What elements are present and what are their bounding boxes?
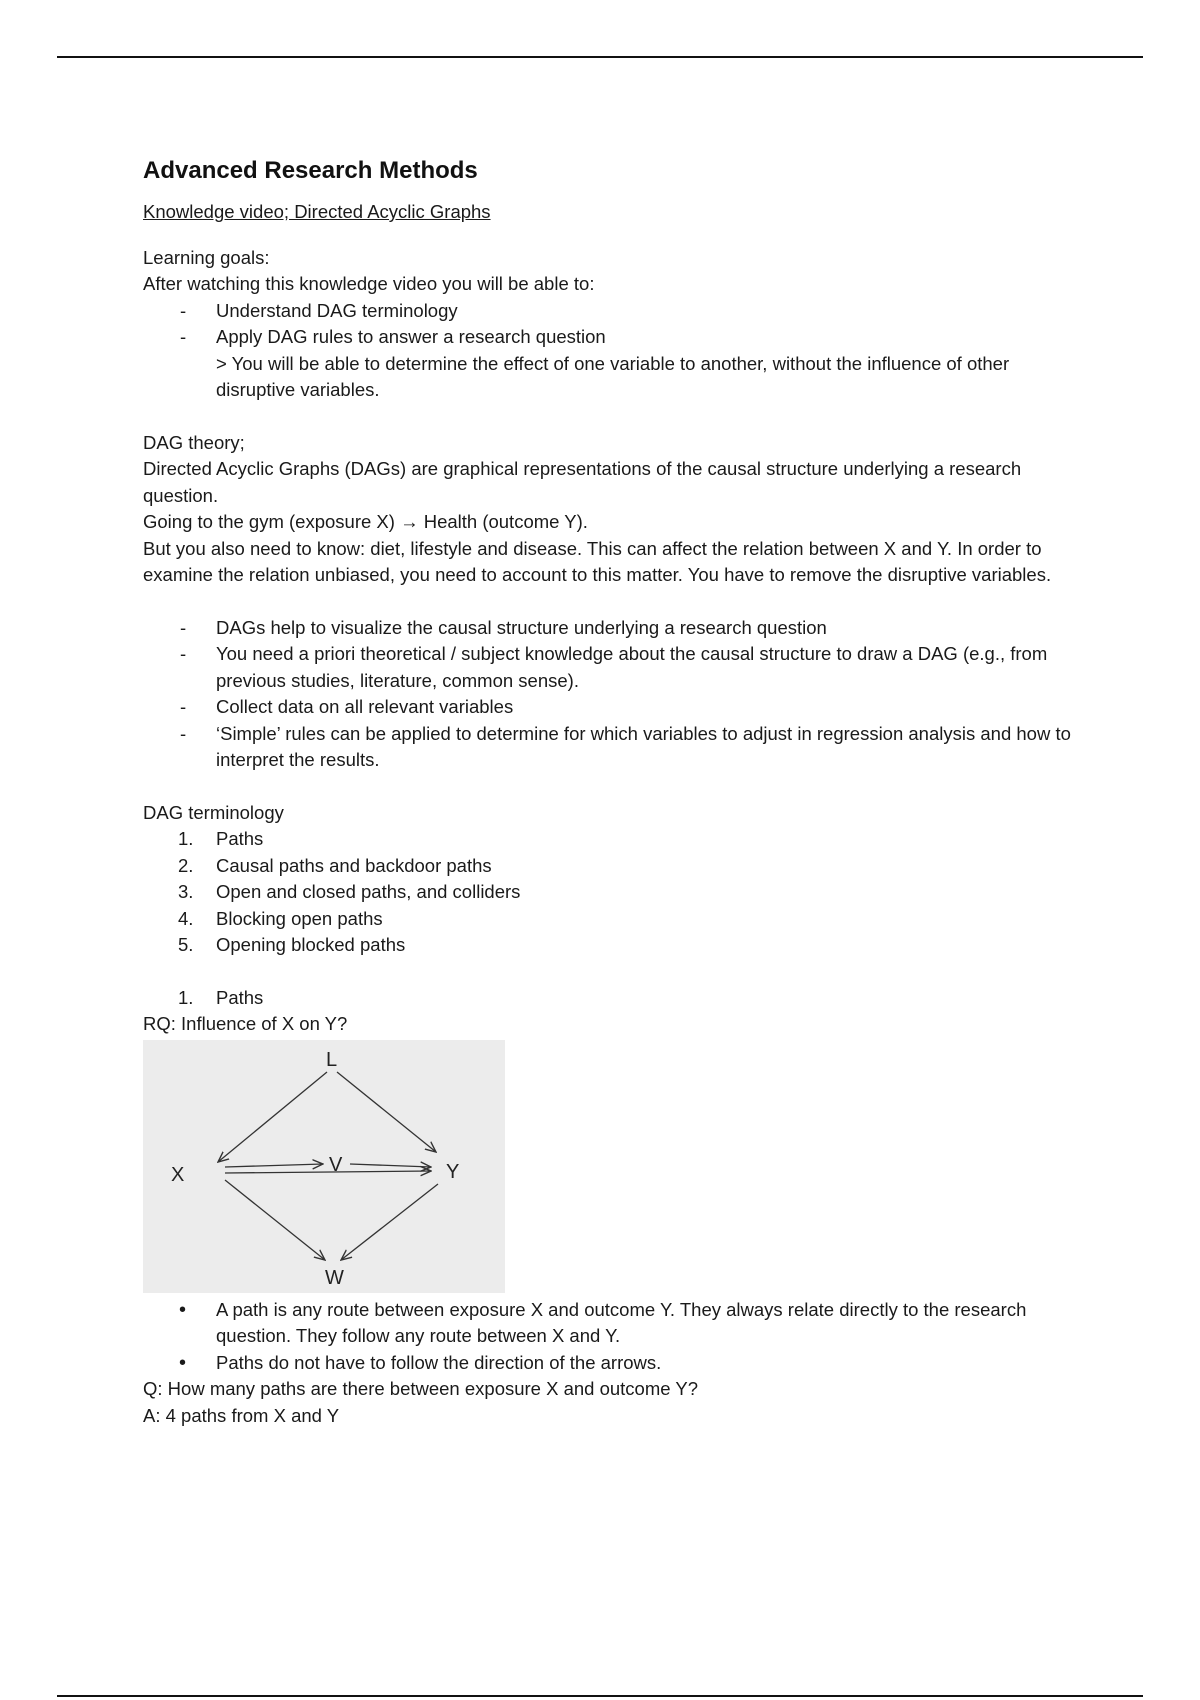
node-y: Y (446, 1160, 460, 1183)
edge-x-w (225, 1180, 325, 1260)
theory-example: Going to the gym (exposure X) → Health (outcome Y). (143, 511, 588, 532)
page-title: Advanced Research Methods (143, 157, 478, 184)
list-item: • Paths do not have to follow the direction of the arrows. (143, 1350, 1073, 1377)
node-l: L (326, 1048, 338, 1071)
list-item: 1. Paths (178, 828, 264, 849)
theory-explanation: But you also need to know: diet, lifestyle and disease. This can affect the relation between X and Y. In order to examine the relation unbiased, you need to account to this matter. You have to remove the disruptive variables. (143, 537, 1052, 585)
dag-diagram (143, 1040, 505, 1293)
list-item: - DAGs help to visualize the causal structure underlying a research question (143, 615, 1073, 642)
paths-section-heading: 1. Paths (178, 986, 264, 1008)
list-item: 4. Blocking open paths (178, 907, 383, 929)
research-question: RQ: Influence of X on Y? (143, 1013, 348, 1034)
learning-goals-intro: After watching this knowledge video you will be able to: (143, 273, 595, 294)
bottom-rule (57, 1695, 1143, 1697)
node-x: X (171, 1163, 185, 1186)
top-rule (57, 56, 1143, 58)
list-item: 3. Open and closed paths, and colliders (178, 881, 521, 902)
subtitle: Knowledge video; Directed Acyclic Graphs (143, 201, 491, 222)
learning-goals-note: > You will be able to determine the effect of one variable to another, without the influence of other disruptive variables. (216, 352, 1010, 400)
learning-goals-list (143, 298, 1073, 351)
list-item: - Understand DAG terminology (143, 298, 1073, 325)
document-body (143, 155, 1073, 1429)
edge-l-y (337, 1072, 436, 1152)
list-item: 5. Opening blocked paths (178, 934, 406, 955)
node-v: V (329, 1153, 343, 1176)
list-item: - Collect data on all relevant variables (143, 694, 1073, 721)
terminology-heading: DAG terminology (143, 801, 284, 823)
paths-bullets (143, 1297, 1073, 1377)
answer: A: 4 paths from X and Y (143, 1404, 340, 1426)
terminology-list (143, 826, 1073, 959)
list-item: 2. Causal paths and backdoor paths (178, 854, 492, 876)
list-item: • A path is any route between exposure X and outcome Y. They always relate directly to the research question. They follow any route between X and Y. (143, 1297, 1073, 1350)
dag-svg (143, 1040, 505, 1293)
list-item: - ‘Simple’ rules can be applied to determine for which variables to adjust in regression analysis and how to interpret the results. (143, 721, 1073, 774)
edge-v-y (350, 1164, 431, 1167)
edge-x-v (225, 1164, 323, 1167)
edge-y-w (341, 1184, 438, 1260)
learning-goals-heading: Learning goals: (143, 246, 270, 268)
node-w: W (325, 1266, 344, 1289)
list-item: - You need a priori theoretical / subject knowledge about the causal structure to draw a DAG (e.g., from previous studies, literature, common sense). (143, 641, 1073, 694)
edge-l-x (218, 1072, 327, 1162)
list-item: - Apply DAG rules to answer a research question (143, 324, 1073, 351)
theory-bullets (143, 615, 1073, 774)
edge-x-y (225, 1171, 431, 1173)
question: Q: How many paths are there between exposure X and outcome Y? (143, 1378, 698, 1399)
theory-heading: DAG theory; (143, 431, 245, 453)
theory-definition: Directed Acyclic Graphs (DAGs) are graphical representations of the causal structure underlying a research question. (143, 458, 1022, 506)
